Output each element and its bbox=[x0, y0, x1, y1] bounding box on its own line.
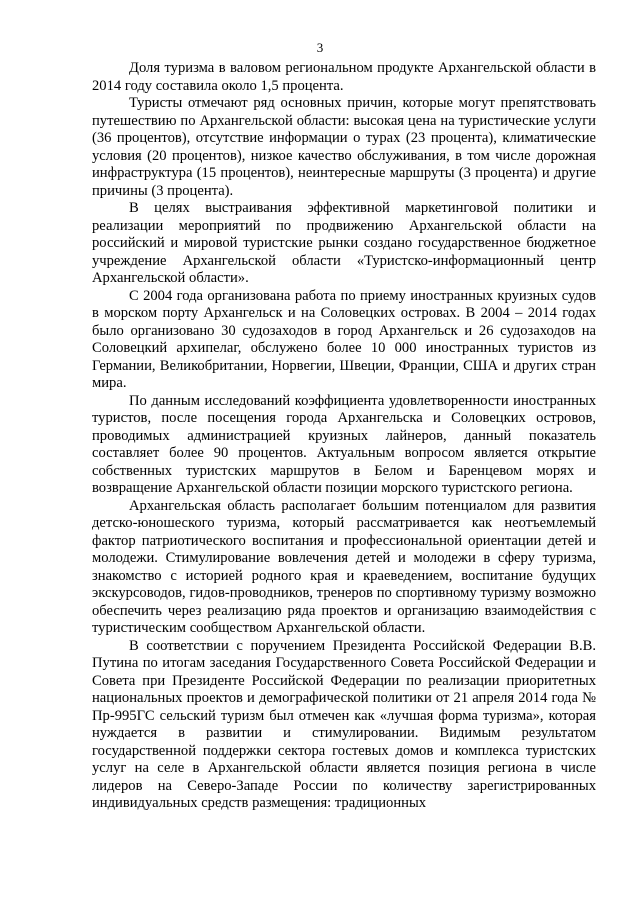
paragraph-tourism-share: Доля туризма в валовом региональном продукте Архангельской области в 2014 году составила около 1,5 процента. bbox=[92, 60, 596, 94]
document-body bbox=[92, 60, 596, 813]
paragraph-cruise-ships: С 2004 года организована работа по приему иностранных круизных судов в морском порту Архангельск и на Соловецких островах. В 2004 – 2014 годах было организовано 30 судозаходов в город Архангельск и 26 судозаходов на Соловецкий архипелаг, обслужено более 10 000 иностранных туристов из Германии, Великобритании, Норвегии, Швеции, Франции, США и других стран мира. bbox=[92, 287, 596, 391]
paragraph-youth-tourism: Архангельская область располагает большим потенциалом для развития детско-юношеского туризма, который рассматривается как неотъемлемый фактор патриотического воспитания и профессиональной ориентации детей и молодежи. Стимулирование вовлечения детей и молодежи в сферу туризма, знакомство с историей родного края и краеведением, воспитание будущих экскурсоводов, гидов-проводников, тренеров по спортивному туризму возможно обеспечить через реализацию ряда проектов и организацию взаимодействия с туристическим сообществом Архангельской области. bbox=[92, 497, 596, 636]
paragraph-rural-tourism: В соответствии с поручением Президента Российской Федерации В.В. Путина по итогам заседания Государственного Совета Российской Федерации и Совета при Президенте Российской Федерации по реализации приоритетных национальных проектов и демографической политики от 21 апреля 2014 года № Пр-995ГС сельский туризм был отмечен как «лучшая форма туризма», которая нуждается в развитии и стимулировании. Видимым результатом государственной поддержки сектора гостевых домов и комплекса туристских услуг на селе в Архангельской области является позиция региона в числе лидеров на Северо-Западе России по количеству зарегистрированных индивидуальных средств размещения: традиционных bbox=[92, 637, 596, 811]
paragraph-marketing-policy: В целях выстраивания эффективной маркетинговой политики и реализации мероприятий по продвижению Архангельской области на российский и мировой туристские рынки создано государственное бюджетное учреждение Архангельской области «Туристско-информационный центр Архангельской области». bbox=[92, 200, 596, 286]
page-number: 3 bbox=[316, 40, 324, 55]
paragraph-travel-obstacles: Туристы отмечают ряд основных причин, которые могут препятствовать путешествию по Архангельской области: высокая цена на туристические услуги (36 процентов), отсутствие информации о турах (23 процента), климатические условия (20 процентов), низкое качество обслуживания, в том числе дорожная инфраструктура (15 процентов), неинтересные маршруты (3 процента) и другие причины (3 процента). bbox=[92, 95, 596, 199]
paragraph-satisfaction-study: По данным исследований коэффициента удовлетворенности иностранных туристов, после посещения города Архангельска и Соловецких островов, проводимых администрацией круизных лайнеров, данный показатель составляет более 90 процентов. Актуальным вопросом является открытие собственных туристских маршрутов в Белом и Баренцевом морях и возвращение Архангельской области позиции морского туристского региона. bbox=[92, 392, 596, 496]
